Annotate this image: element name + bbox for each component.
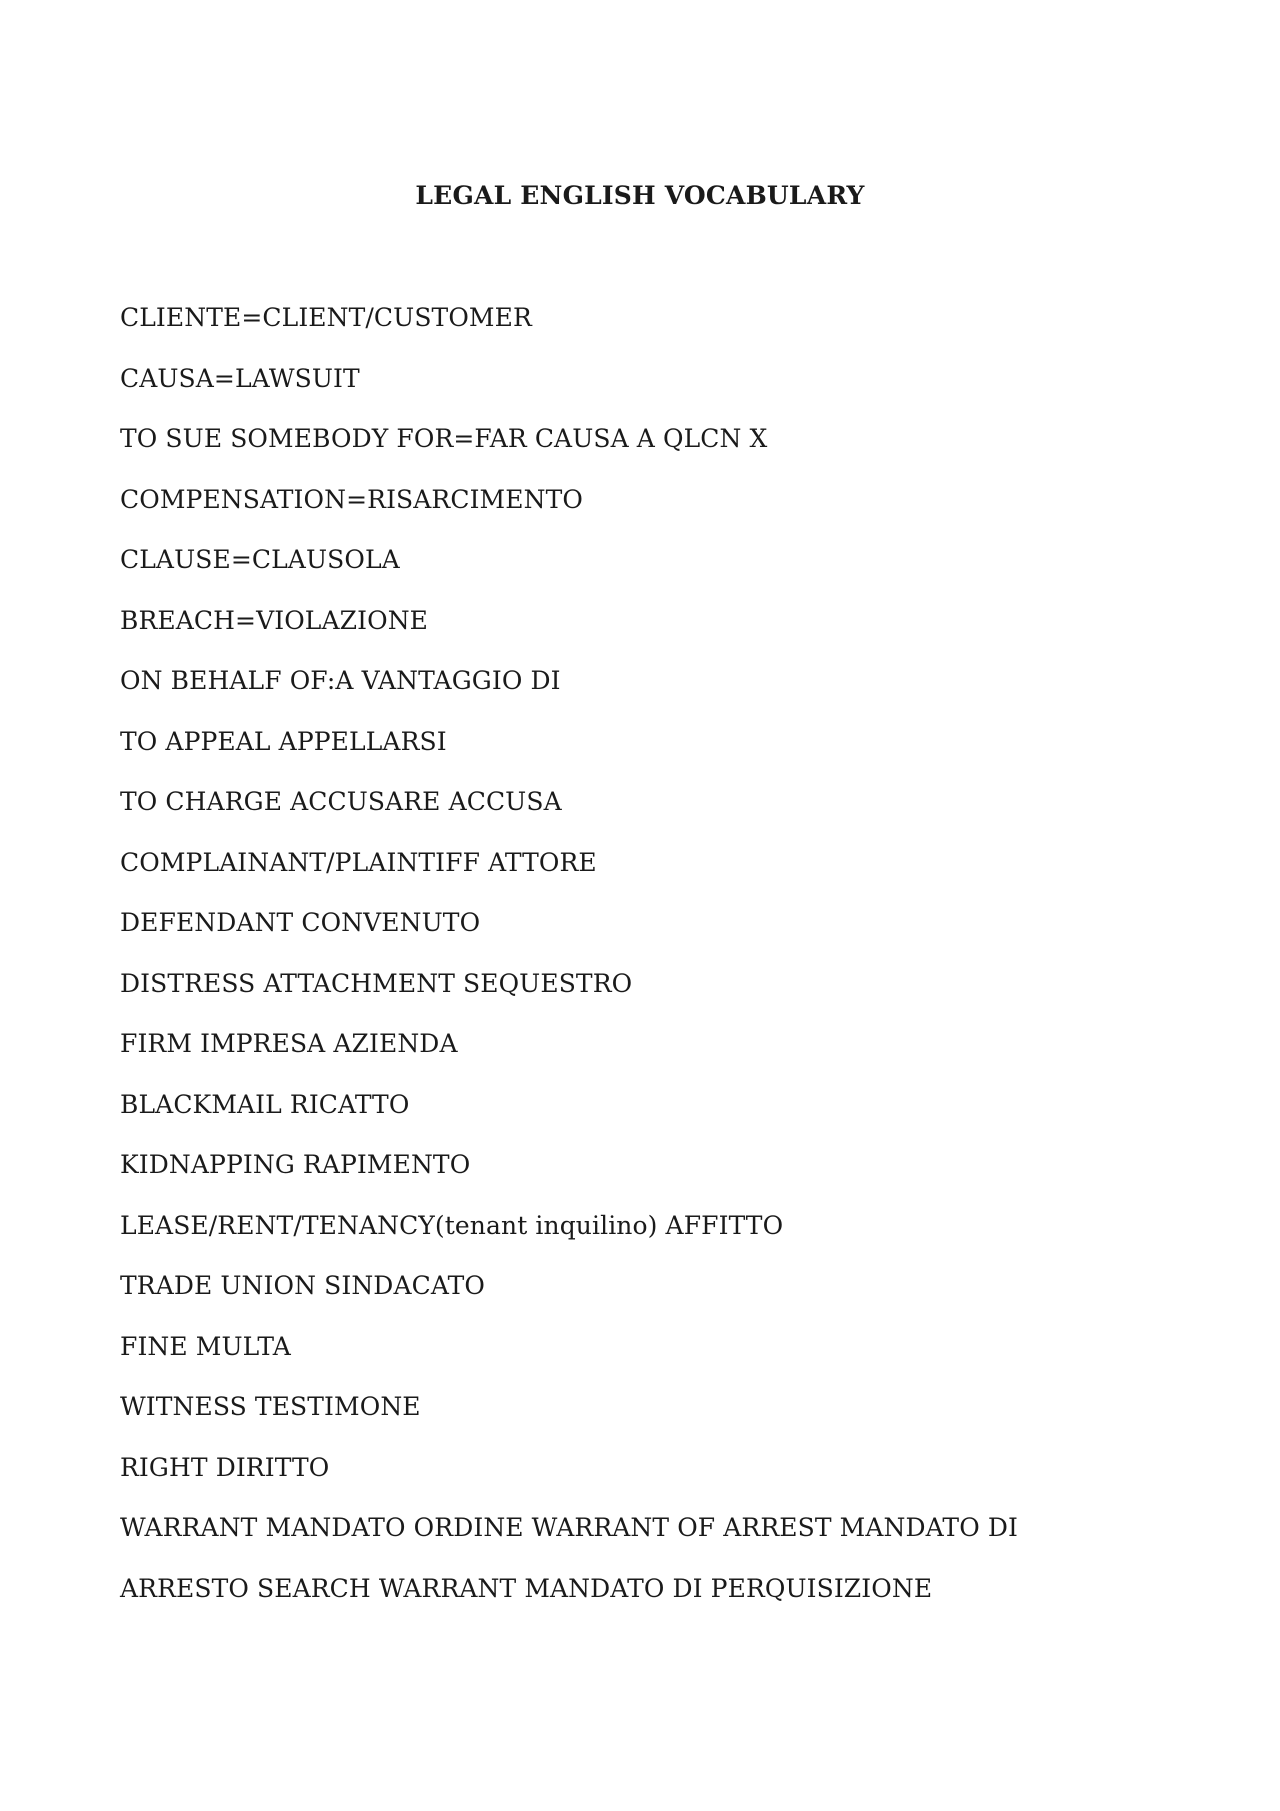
vocabulary-entry: TO APPEAL APPELLARSI: [120, 726, 447, 756]
vocabulary-entry: BREACH=VIOLAZIONE: [120, 605, 429, 635]
document-title: LEGAL ENGLISH VOCABULARY: [415, 181, 865, 210]
vocabulary-entry: COMPLAINANT/PLAINTIFF ATTORE: [120, 847, 597, 877]
vocabulary-entry: RIGHT DIRITTO: [120, 1452, 330, 1482]
vocabulary-entry: BLACKMAIL RICATTO: [120, 1089, 410, 1119]
vocabulary-entry: FINE MULTA: [120, 1331, 291, 1361]
vocabulary-entry: COMPENSATION=RISARCIMENTO: [120, 484, 583, 514]
vocabulary-entry: CLAUSE=CLAUSOLA: [120, 545, 400, 574]
vocabulary-entry: DISTRESS ATTACHMENT SEQUESTRO: [120, 968, 633, 998]
vocabulary-entry: KIDNAPPING RAPIMENTO: [120, 1150, 471, 1179]
vocabulary-entry: TO CHARGE ACCUSARE ACCUSA: [120, 787, 562, 816]
vocabulary-entry: WARRANT MANDATO ORDINE WARRANT OF ARREST MANDATO DI: [120, 1513, 1018, 1542]
vocabulary-entry: TRADE UNION SINDACATO: [120, 1271, 485, 1300]
vocabulary-entry: CLIENTE=CLIENT/CUSTOMER: [120, 303, 532, 332]
vocabulary-entry: FIRM IMPRESA AZIENDA: [120, 1029, 458, 1058]
vocabulary-list: [120, 300, 1200, 1631]
vocabulary-entry: CAUSA=LAWSUIT: [120, 363, 360, 393]
vocabulary-entry: TO SUE SOMEBODY FOR=FAR CAUSA A QLCN X: [120, 424, 768, 453]
vocabulary-entry: WITNESS TESTIMONE: [120, 1392, 421, 1421]
vocabulary-entry: ARRESTO SEARCH WARRANT MANDATO DI PERQUISIZIONE: [120, 1573, 933, 1603]
vocabulary-entry: ON BEHALF OF:A VANTAGGIO DI: [120, 666, 561, 695]
vocabulary-entry: LEASE/RENT/TENANCY(tenant inquilino) AFFITTO: [120, 1210, 784, 1240]
vocabulary-entry: DEFENDANT CONVENUTO: [120, 908, 481, 937]
